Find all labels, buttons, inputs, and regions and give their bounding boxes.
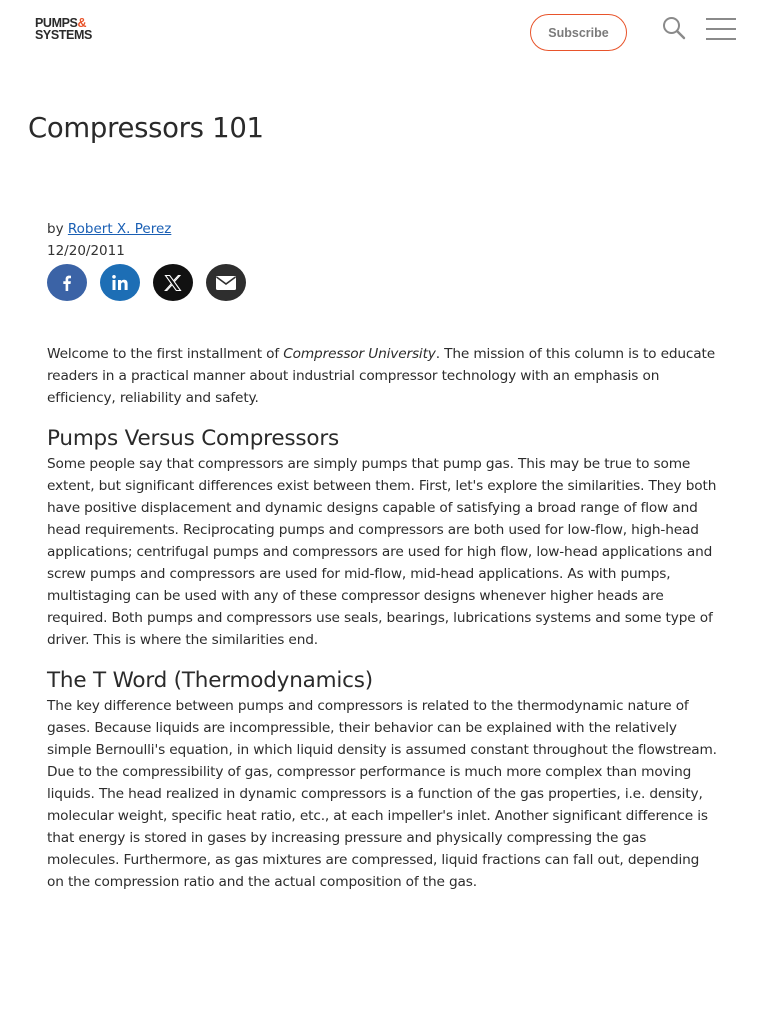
section-heading-thermodynamics: The T Word (Thermodynamics): [47, 668, 373, 693]
article-date: 12/20/2011: [47, 243, 125, 259]
site-header: [0, 0, 768, 62]
email-icon: [215, 274, 237, 292]
x-icon: [163, 273, 183, 293]
subscribe-button[interactable]: Subscribe: [530, 14, 627, 51]
share-x-button[interactable]: [153, 264, 193, 301]
share-linkedin-button[interactable]: [100, 264, 140, 301]
search-icon[interactable]: [662, 16, 686, 40]
paragraph-similarities: Some people say that compressors are simply pumps that pump gas. This may be true to some extent, but significant differences exist between them. First, let's explore the similarities. They both have positive displacement and dynamic designs capable of satisfying a broad range of flow and head requirements. Reciprocating pumps and compressors are both used for low-flow, high-head applications; centrifugal pumps and compressors are used for high flow, low-head applications and screw pumps and compressors are used for mid-flow, mid-head applications. As with pumps, multistaging can be used with any of these compressor designs whenever higher heads are required. Both pumps and compressors use seals, bearings, lubrications systems and some type of driver. This is where the similarities end.: [47, 456, 717, 648]
intro-text-end: . The mission of this column is to educate readers in a practical manner about industrial compressor technology with an emphasis on efficiency, reliability and safety.: [47, 346, 716, 406]
paragraph-key-difference: The key difference between pumps and compressors is related to the thermodynamic nature of gases. Because liquids are incompressible, their behavior can be explained with the relatively simple Bernoulli's equation, in which liquid density is assumed constant throughout the flowstream.: [47, 698, 717, 758]
intro-publication-name: Compressor University: [283, 346, 436, 362]
byline-prefix: by: [47, 221, 68, 237]
linkedin-icon: [110, 273, 130, 293]
hamburger-menu-icon[interactable]: [705, 17, 737, 41]
site-logo[interactable]: [35, 17, 105, 45]
intro-text-start: Welcome to the first installment of: [47, 346, 284, 362]
article-title: Compressors 101: [28, 112, 264, 144]
paragraph-compressibility: Due to the compressibility of gas, compressor performance is much more complex than moving liquids. The head realized in dynamic compressors is a function of the gas properties, i.e. density, molecular weight, specific heat ratio, etc., at each impeller's inlet. Another significant difference is that energy is stored in gases by increasing pressure and physically compressing the gas molecules. Furthermore, as gas mixtures are compressed, liquid fractions can fall out, depending on the compression ratio and the actual composition of the gas.: [47, 764, 708, 890]
article-body: [47, 343, 717, 893]
article-byline: [47, 221, 171, 237]
share-email-button[interactable]: [206, 264, 246, 301]
share-facebook-button[interactable]: [47, 264, 87, 301]
author-link[interactable]: Robert X. Perez: [67, 221, 172, 237]
facebook-icon: [57, 273, 77, 293]
intro-paragraph: [47, 343, 717, 409]
logo-text-systems: SYSTEMS: [35, 28, 92, 42]
section-heading-pumps-versus-compressors: Pumps Versus Compressors: [47, 426, 339, 451]
logo-text-pumps: PUMPS: [35, 16, 78, 30]
logo-ampersand: &: [77, 16, 87, 30]
